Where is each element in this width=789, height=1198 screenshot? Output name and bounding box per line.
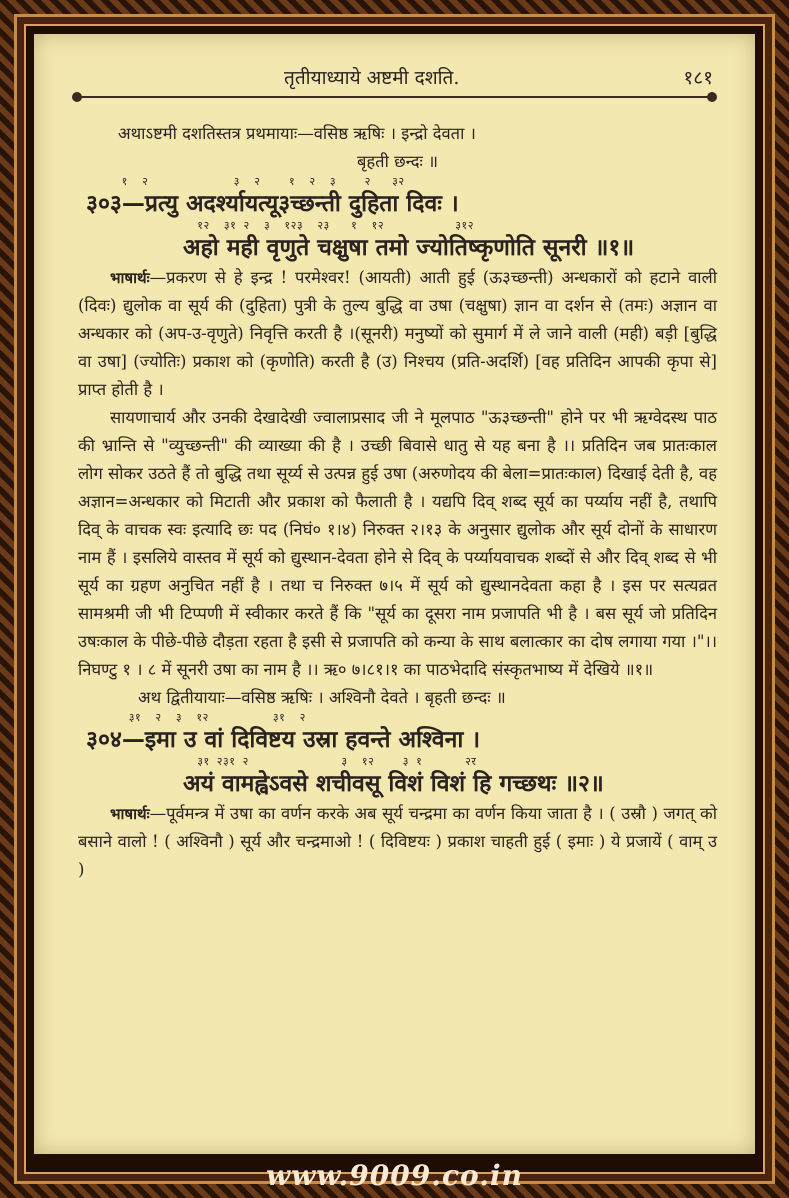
mantra-accent-marks: १२ ३१ २ ३ १२३ २३ १ १२ ३१२ — [183, 219, 474, 232]
running-header — [34, 64, 755, 94]
mantra-line: ३०४—इमा उ वां दिविष्टय उस्रा हवन्ते अश्विना । — [86, 727, 481, 753]
mantra-accent-marks: ३१ २ ३ १२ ३१ २ — [86, 711, 306, 724]
mantra-line: अहो मही वृणुते चक्षुषा तमो ज्योतिष्कृणोति सूनरी ॥१॥ — [183, 235, 635, 261]
page-number: १८१ — [683, 67, 713, 89]
mantra-accent-marks: ३१ २३१ २ ३ १२ ३ १ २र — [183, 755, 477, 768]
page-content — [78, 120, 717, 884]
section-metre: बृहती छन्दः ॥ — [357, 152, 438, 171]
header-rule — [76, 96, 713, 108]
bhashartha-text: —पूर्वमन्त्र में उषा का वर्णन करके अब सूर्य चन्द्रमा का वर्णन किया जाता है । ( उस्रौ ) जगत् को बसाने वालो ! ( अश्विनौ ) सूर्य और चन्द्रमाओ ! ( दिविष्टयः ) प्रकाश चाहती हुई ( इमाः ) ये प्रजायें ( वाम् उ ) — [78, 804, 717, 879]
bhashartha-label: भाषार्थः — [110, 805, 150, 823]
mantra-303 — [78, 176, 717, 264]
book-page — [34, 34, 755, 1154]
commentary-paragraph: सायणाचार्य और उनकी देखादेखी ज्वालाप्रसाद जी ने मूलपाठ "ऊ३च्छन्ती" होने पर भी ऋग्वेदस्थ पाठ की भ्रान्ति से "व्युच्छन्ती" की व्याख्या की है । उच्छी बिवासे धातु से यह बना है ।। प्रतिदिन जब प्रातःकाल लोग सोकर उठते हैं तो बुद्धि तथा सूर्य्य से उत्पन्न हुई उषा (अरुणोदय की बेला=प्रातःकाल) दिखाई देती है, वह अज्ञान=अन्धकार को मिटाती और प्रकाश को फैलाती है । यद्यपि दिव् शब्द सूर्य का पर्य्याय नहीं है, तथापि दिव् के वाचक स्वः इत्यादि छः पद (निघं० १।४) निरुक्त २।१३ के अनुसार द्युलोक और सूर्य दोनों के साधारण नाम हैं । इसलिये वास्तव में सूर्य को द्युस्थान-देवता होने से दिव् के पर्य्यायवाचक शब्दों से और दिव् शब्द से भी सूर्य का ग्रहण अनुचित नहीं है । तथा च निरुक्त ७।५ में सूर्य को द्युस्थानदेवता कहा है । इस पर सत्यव्रत सामश्रमी जी भी टिप्पणी में स्वीकार करते हैं कि "सूर्य का दूसरा नाम प्रजापति भी है । बस सूर्य जो प्रतिदिन उषःकाल के पीछे-पीछे दौड़ता रहता है इसी से प्रजापति को कन्या के साथ बलात्कार का दोष लगाया गया ।"।। निघण्टु १ । ८ में सूनरी उषा का नाम है ।। ऋ० ७।८१।१ का पाठभेदादि संस्कृतभाष्य में देखिये ॥१॥ — [78, 408, 717, 679]
running-title: तृतीयाध्याये अष्टमी दशति. — [284, 67, 460, 89]
section-intro-2: अथ द्वितीयायाः—वसिष्ठ ऋषिः । अश्विनौ देवते । बृहती छन्दः ॥ — [138, 688, 506, 707]
footer-url: www.9009.co.in — [266, 1159, 523, 1192]
section-intro: अथाऽष्टमी दशतिस्तत्र प्रथमायाः—वसिष्ठ ऋषिः । इन्द्रो देवता । — [118, 124, 476, 143]
rule-ornament-left — [72, 92, 82, 102]
mantra-304 — [78, 712, 717, 800]
mantra-line: ३०३—प्रत्यु अदर्श्यायत्यू३च्छन्ती दुहिता दिवः । — [86, 191, 459, 217]
bhashartha-paragraph-2 — [78, 800, 717, 884]
mantra-line: अयं वामह्वेऽवसे शचीवसू विशं विशं हि गच्छथः ॥२॥ — [183, 771, 604, 797]
bhashartha-label: भाषार्थः — [110, 269, 150, 287]
mantra-accent-marks: १ २ ३ २ १ २ ३ २ ३२ — [86, 175, 405, 188]
bhashartha-paragraph — [78, 264, 717, 404]
rule-ornament-right — [707, 92, 717, 102]
bhashartha-text: —प्रकरण से हे इन्द्र ! परमेश्वर! (आयती) आती हुई (ऊ३च्छन्ती) अन्धकारों को हटाने वाली (दिवः) द्युलोक वा सूर्य की (दुहिता) पुत्री के तुल्य बुद्धि वा उषा (चक्षुषा) ज्ञान वा दर्शन से (तमः) अज्ञान वा अन्धकार को (अप-उ-वृणुते) निवृत्ति करती है ।(सूनरी) मनुष्यों को सुमार्ग में ले जाने वाली (मही) बड़ी [बुद्धि वा उषा] (ज्योतिः) प्रकाश को (कृणोति) करती है (उ) निश्चय (प्रति-अदर्शि) [वह प्रतिदिन आपकी कृपा से] प्राप्त होती है । — [78, 268, 717, 399]
